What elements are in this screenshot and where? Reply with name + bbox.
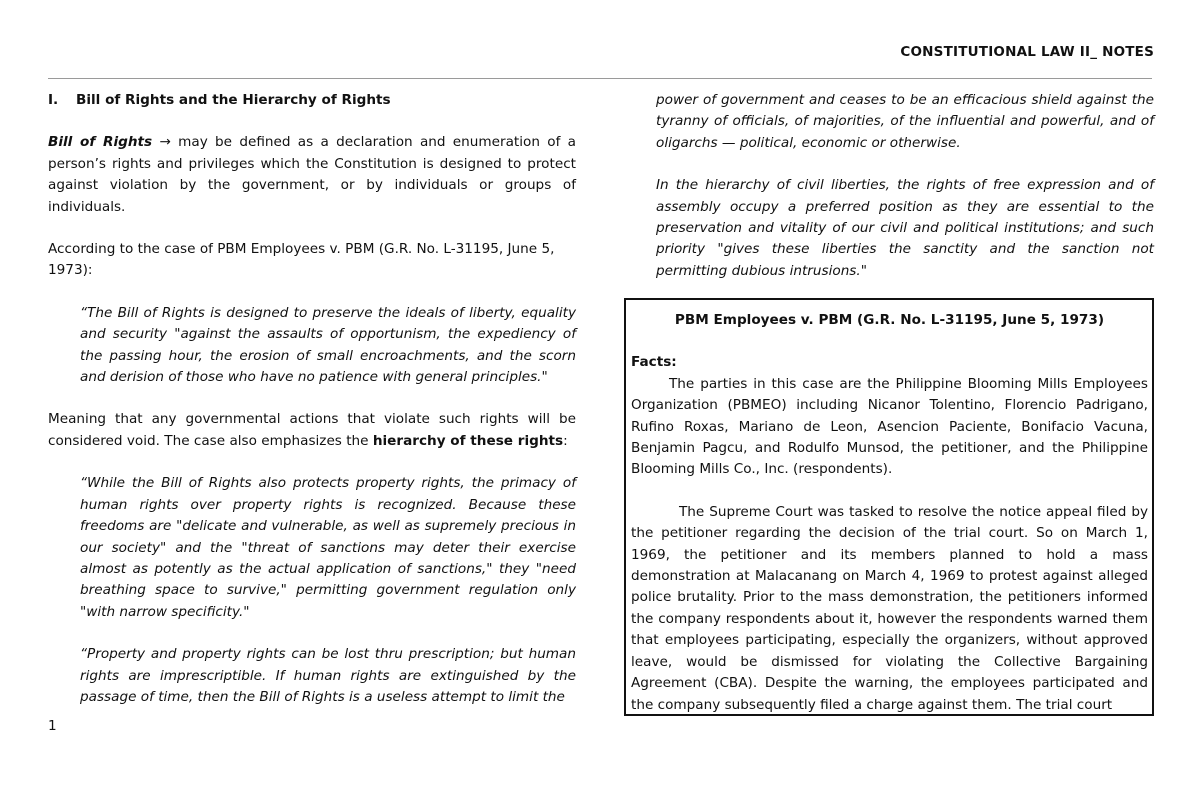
- facts-label: Facts:: [631, 354, 677, 371]
- document-header-title: CONSTITUTIONAL LAW II_ NOTES: [900, 44, 1154, 60]
- quote-continuation: power of government and ceases to be an efficacious shield against the tyranny of officials, of majorities, of the influential and powerful, and of oligarchs — political, economic or otherwise.: [656, 92, 1154, 151]
- facts-paragraph-parties: The parties in this case are the Philippine Blooming Mills Employees Organization (PBMEO) including Nicanor Tolentino, Florencio Padrigano, Rufino Roxas, Mariano de Leon, Asencion Paciente, Bonifacio Vacuna, Benjamin Pagcu, and Rodulfo Munsod, the petitioner, and the Philippine Blooming Mills Co., Inc. (respondents).: [631, 375, 1148, 478]
- meaning-paragraph: [48, 409, 576, 452]
- hierarchy-emphasis: hierarchy of these rights: [372, 432, 564, 449]
- page-number: 1: [48, 718, 57, 734]
- quote-hierarchy-civil-liberties: In the hierarchy of civil liberties, the rights of free expression and of assembly occupy a preferred position as they are essential to the preservation and vitality of our civil and political institutions; and such priority "gives these liberties the sanctity and the sanction not permitting dubious intrusions.": [656, 177, 1154, 279]
- bill-of-rights-definition: [48, 132, 576, 218]
- facts-paragraph-background: The Supreme Court was tasked to resolve the notice appeal filed by the petitioner regarding the decision of the trial court. So on March 1, 1969, the petitioner and its members planned to hold a mass demonstration at Malacanang on March 4, 1969 to protest against alleged police brutality. Prior to the mass demonstration, the petitioners informed the company respondents about it, however the respondents warned them that employees participating, especially the organizers, without approved leave, would be dismissed for violating the Collective Bargaining Agreement (CBA). Despite the warning, the employees participated and the company subsequently filed a charge against them. The trial court: [631, 503, 1148, 713]
- meaning-text: Meaning that any governmental actions that violate such rights will be considered void. The case also emphasizes the: [48, 411, 576, 449]
- section-number: I.: [48, 92, 59, 108]
- quote-prescription: “Property and property rights can be lost thru prescription; but human rights are imprescriptible. If human rights are extinguished by the passage of time, then the Bill of Rights is a useless attempt to limit the: [80, 646, 576, 705]
- case-digest-box: [624, 298, 1154, 716]
- definition-term: Bill of Rights: [48, 134, 153, 151]
- section-heading: [48, 90, 576, 111]
- quote-bill-of-rights: “The Bill of Rights is designed to preserve the ideals of liberty, equality and security "against the assaults of opportunism, the expediency of the passing hour, the erosion of small encroachments, and the scorn and derision of those who have no patience with general principles.": [80, 304, 576, 386]
- header-divider: [48, 78, 1152, 79]
- quote-property-rights: “While the Bill of Rights also protects property rights, the primacy of human rights over property rights is recognized. Because these freedoms are "delicate and vulnerable, as well as supremely precious in our society" and the "threat of sanctions may deter their exercise almost as potently as the actual application of sanctions," they "need breathing space to survive," permitting government regulation only "with narrow specificity.": [80, 475, 576, 620]
- case-title: PBM Employees v. PBM (G.R. No. L-31195, June 5, 1973): [674, 312, 1105, 328]
- case-intro: According to the case of PBM Employees v. PBM (G.R. No. L-31195, June 5, 1973):: [48, 241, 555, 279]
- meaning-end: :: [563, 432, 568, 449]
- definition-text: may be defined as a declaration and enumeration of a person’s rights and privileges which the Constitution is designed to protect against violation by the government, or by individuals or groups of individuals.: [48, 134, 576, 215]
- section-title: Bill of Rights and the Hierarchy of Rights: [76, 92, 391, 108]
- right-column: [656, 90, 1154, 282]
- arrow-glyph: →: [152, 134, 179, 151]
- left-column: [48, 90, 576, 708]
